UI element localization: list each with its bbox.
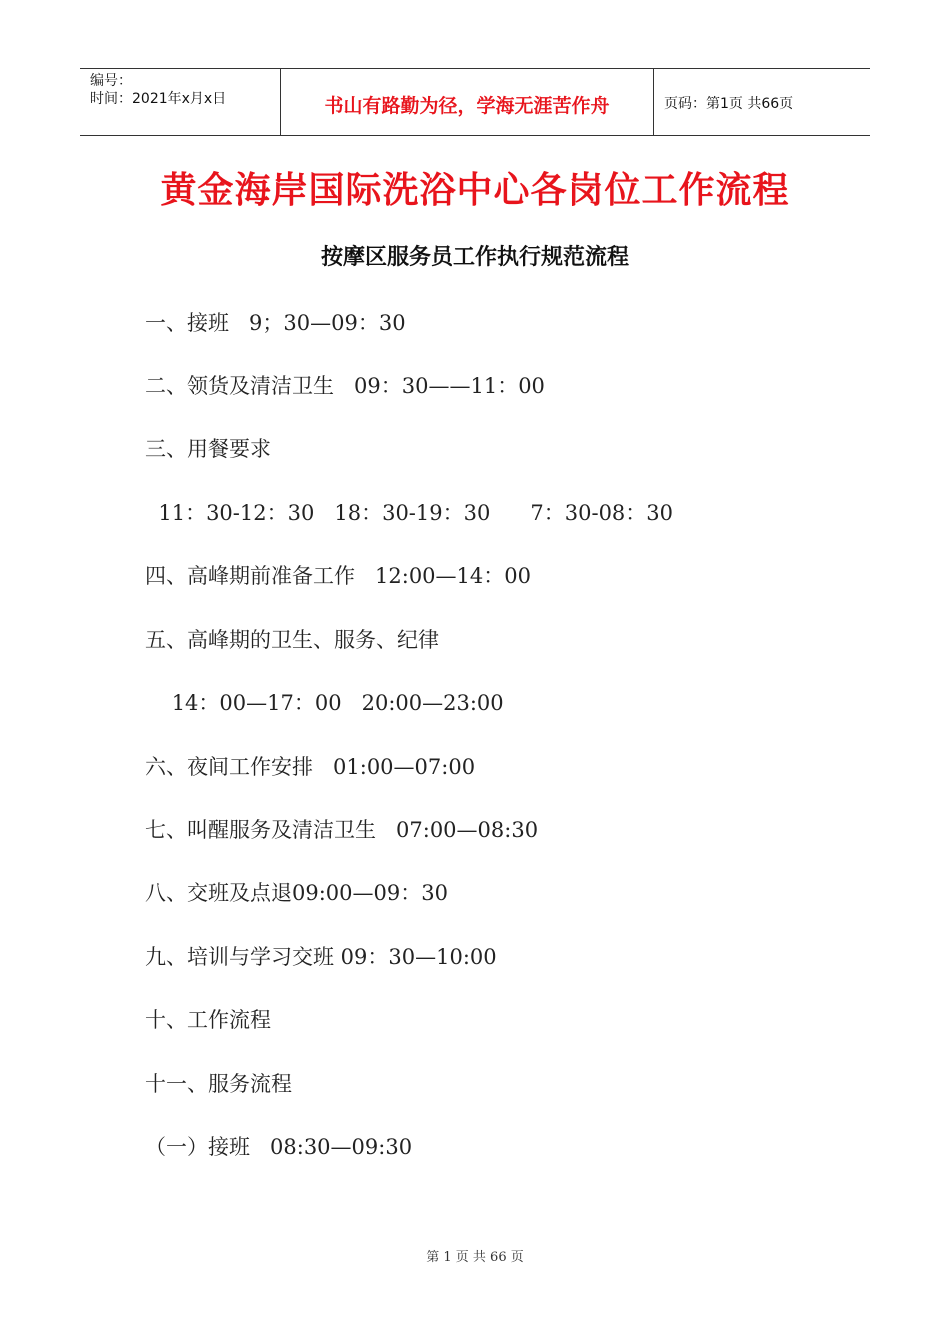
number-label: 编号： (90, 73, 132, 89)
date-label: 时间：2021年x月x日 (90, 91, 227, 107)
schedule-line: 七、叫醒服务及清洁卫生 07:00—08:30 (145, 818, 539, 842)
schedule-line: 九、培训与学习交班 09：30—10:00 (145, 945, 497, 969)
schedule-line: 三、用餐要求 (145, 437, 271, 461)
schedule-line: 一、接班 9；30—09：30 (145, 311, 406, 335)
header-motto: 书山有路勤为径，学海无涯苦作舟 (281, 69, 654, 135)
header-meta (80, 69, 281, 135)
page-header (80, 68, 870, 136)
schedule-line: 四、高峰期前准备工作 12:00—14：00 (145, 564, 531, 588)
schedule-line: 十一、服务流程 (145, 1072, 292, 1096)
document-subtitle: 按摩区服务员工作执行规范流程 (320, 245, 629, 270)
schedule-line: 六、夜间工作安排 01:00—07:00 (145, 755, 476, 779)
page-footer: 第 1 页 共 66 页 (426, 1250, 524, 1265)
schedule-line: （一）接班 08:30—09:30 (145, 1135, 413, 1159)
schedule-line: 十、工作流程 (145, 1008, 271, 1032)
schedule-line: 11：30-12：30 18：30-19：30 7：30-08：30 (145, 501, 674, 525)
schedule-line: 八、交班及点退09:00—09：30 (145, 881, 448, 905)
document-title: 黄金海岸国际洗浴中心各岗位工作流程 (160, 170, 790, 211)
schedule-line: 二、领货及清洁卫生 09：30——11：00 (145, 374, 545, 398)
header-page-info: 页码：第1页 共66页 (664, 96, 794, 112)
schedule-line: 14：00—17：00 20:00—23:00 (145, 691, 504, 715)
schedule-line: 五、高峰期的卫生、服务、纪律 (145, 628, 439, 652)
